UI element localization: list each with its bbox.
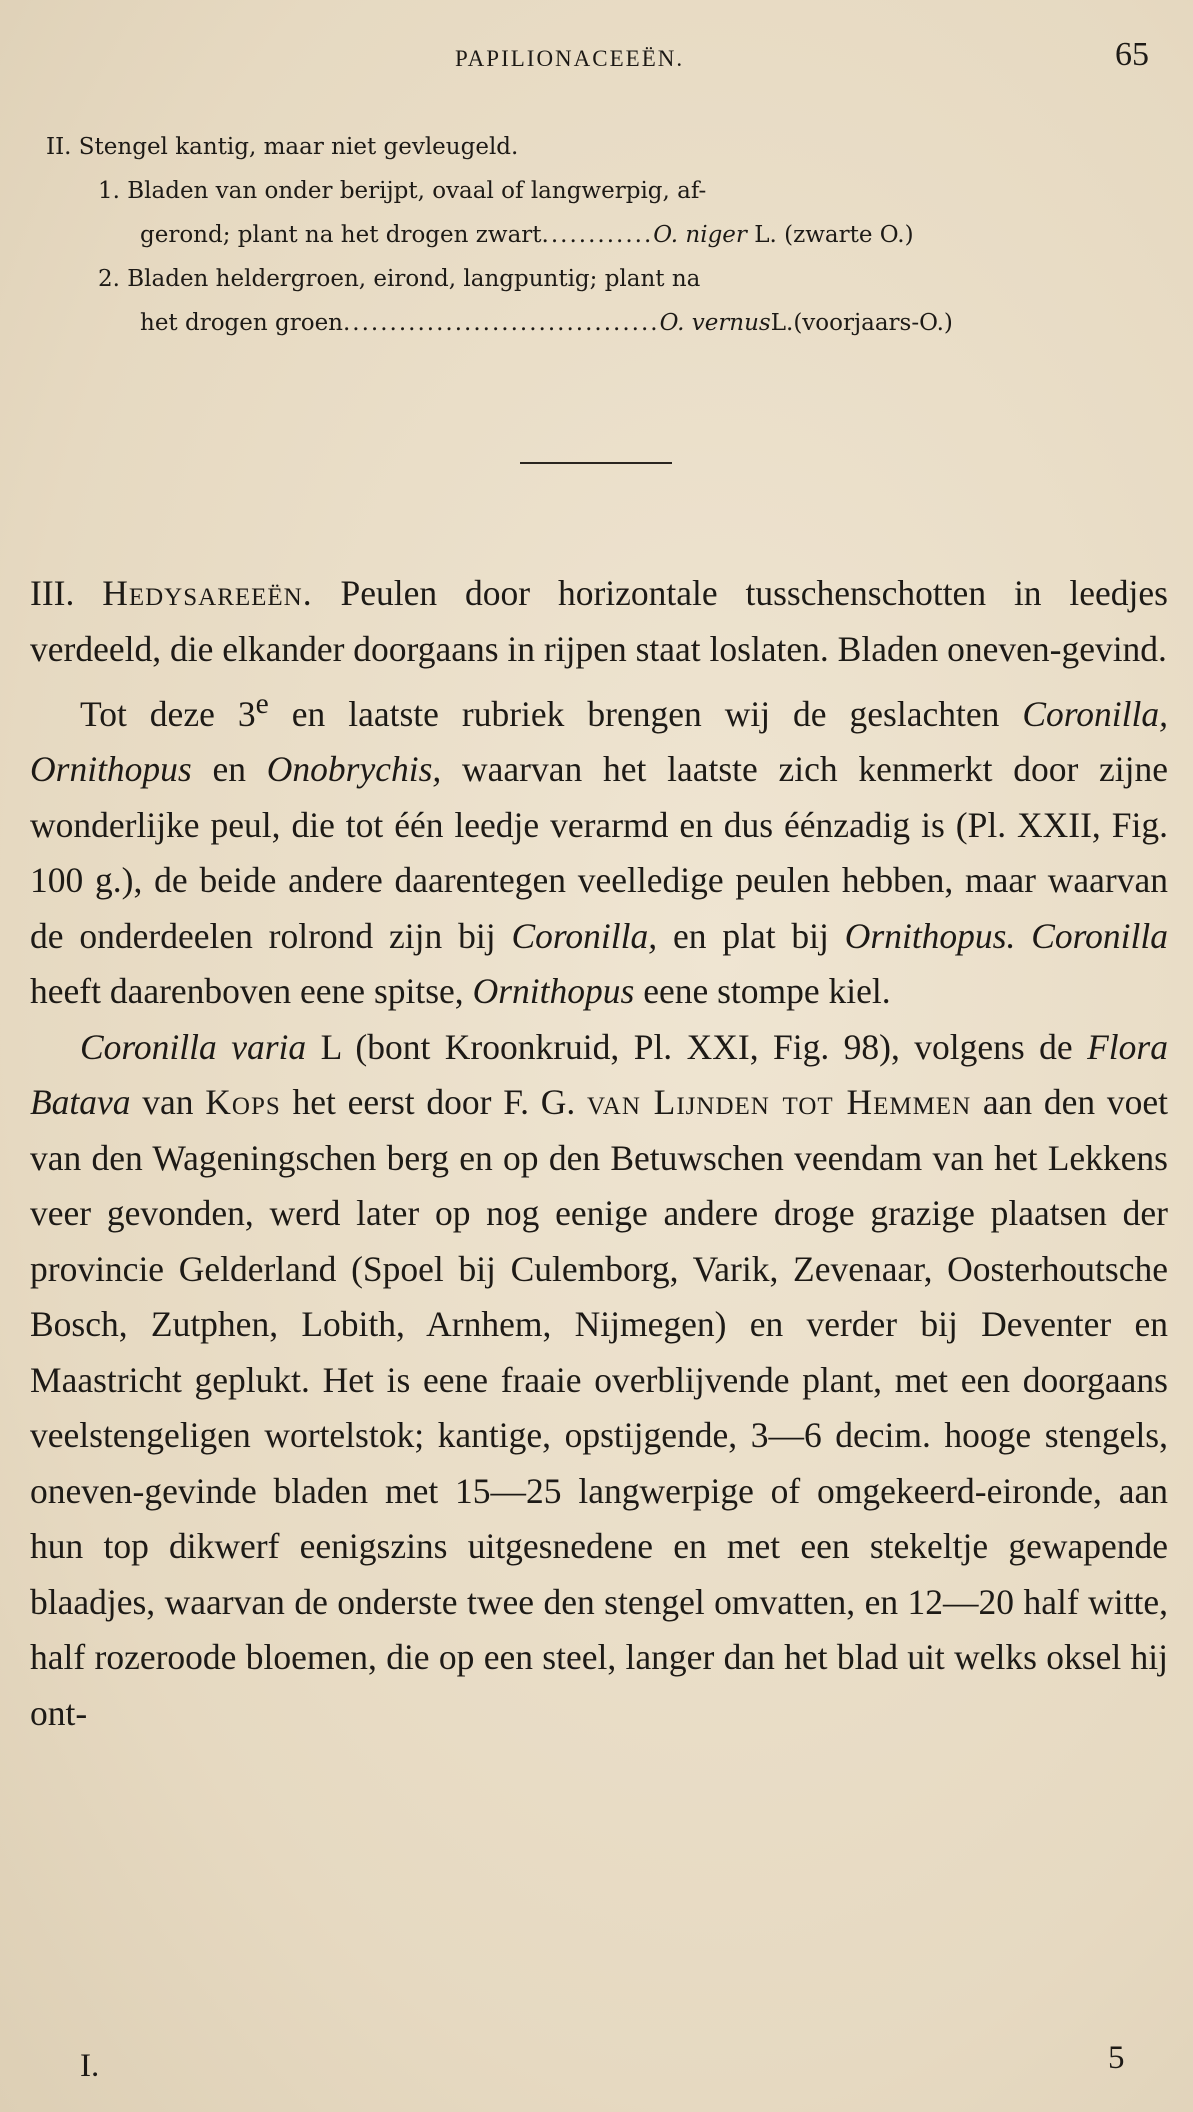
genus-name: Onobrychis, [266, 749, 442, 790]
text-run [1015, 916, 1031, 956]
leader-dots: ............ [541, 222, 654, 248]
key-item-1-description: gerond; plant na het drogen zwart [140, 222, 542, 248]
genus-name: Coronilla, [511, 915, 658, 956]
genus-name: Coronilla, [1022, 693, 1169, 734]
key-item-2-line-2 [46, 301, 1166, 345]
text-run: het eerst door F. G. [280, 1082, 587, 1123]
section-description: Peulen door horizontale tusschenschotten in leedjes verdeeld, die elkander doorgaans in rijpen staat loslaten. Bladen oneven-gevind. [30, 573, 1168, 669]
key-item-2-line-1: 2. Bladen heldergroen, eirond, langpuntig; plant na [98, 266, 701, 292]
species-name: Coronilla varia [80, 1026, 307, 1067]
text-run: Tot deze 3 [80, 693, 256, 734]
text-run: aan den voet van den Wageningschen berg en op den Betuwschen veendam van het Lekkens veer gevonden, werd later op nog eenige andere droge grazige plaatsen der provincie Gelderland (Spoel bij Culemborg, Varik, Zevenaar, Oosterhoutsche Bosch, Zutphen, Lobith, Arnhem, Nijmegen) en verder bij Deventer en Maastricht geplukt. Het is eene fraaie overblijvende plant, met een doorgaans veelstengeligen wortelstok; kantige, opstijgende, 3—6 decim. hooge stengels, oneven-gevinde bladen met 15—25 langwerpige of omgekeerd-eironde, aan hun top dikwerf eenigszins uitgesnedene en met een stekeltje gewapende blaadjes, waarvan de onderste twee den stengel omvatten, en 12—20 half witte, half rozeroode bloemen, die op een steel, langer dan het blad uit welks oksel hij ont- [30, 1082, 1168, 1733]
paragraph-genera [30, 677, 1168, 1020]
text-run: waarvan het laatste zich kenmerkt door zijne wonderlijke peul, die tot één leedje verarmd en dus éénzadig is (Pl. XXII, Fig. 100 g.), de beide andere daarentegen veelledige peulen hebben, maar waarvan de onderdeelen rolrond zijn bij [30, 749, 1168, 956]
book-title: Flora Batava [30, 1026, 1168, 1123]
person-name: van Lijnden tot Hemmen [586, 1082, 972, 1123]
text-run: en laatste rubriek brengen wij de geslachten [268, 693, 1023, 734]
running-head: PAPILIONACEEËN. [455, 46, 685, 71]
section-divider [520, 462, 672, 464]
key-item-1-line-2 [46, 213, 1166, 257]
genus-name: Ornithopus. [844, 915, 1016, 956]
body-text [30, 566, 1168, 1741]
key-item-2-description: het drogen groen [140, 310, 343, 336]
section-number: III. [30, 573, 103, 613]
section-paragraph [30, 566, 1168, 677]
text-run: eene stompe kiel. [634, 971, 891, 1012]
text-run: en [191, 749, 267, 790]
paragraph-coronilla-varia [30, 1020, 1168, 1742]
page-number: 65 [1115, 36, 1149, 73]
key-item-1-line-1: 1. Bladen van onder berijpt, ovaal of langwerpig, af- [98, 178, 707, 204]
person-name: Kops [205, 1082, 281, 1123]
signature-number: 5 [1108, 2040, 1125, 2076]
text-run: L (bont Kroonkruid, Pl. XXI, Fig. 98), volgens de [306, 1026, 1088, 1067]
identification-key [46, 125, 1166, 345]
superscript: e [255, 688, 269, 720]
key-item-1-species: O. niger [653, 222, 747, 248]
key-item-2-author: L.(voorjaars-O.) [770, 310, 953, 336]
genus-name: Coronilla [1031, 915, 1168, 956]
key-item-2-species: O. vernus [659, 310, 771, 336]
section-title: Hedysareeën. [102, 573, 313, 613]
key-item-1-author: L. (zwarte O.) [746, 222, 914, 248]
signature-mark: I. [80, 2048, 100, 2084]
page-header [0, 36, 1193, 76]
genus-name: Ornithopus [472, 971, 635, 1012]
key-heading: II. Stengel kantig, maar niet gevleugeld. [46, 134, 519, 160]
page-footer [0, 2040, 1193, 2090]
leader-dots: .................................. [343, 310, 660, 336]
text-run: van [130, 1082, 206, 1123]
text-run: heeft daarenboven eene spitse, [30, 971, 473, 1012]
text-run: en plat bij [657, 915, 845, 956]
genus-name: Ornithopus [30, 749, 192, 790]
